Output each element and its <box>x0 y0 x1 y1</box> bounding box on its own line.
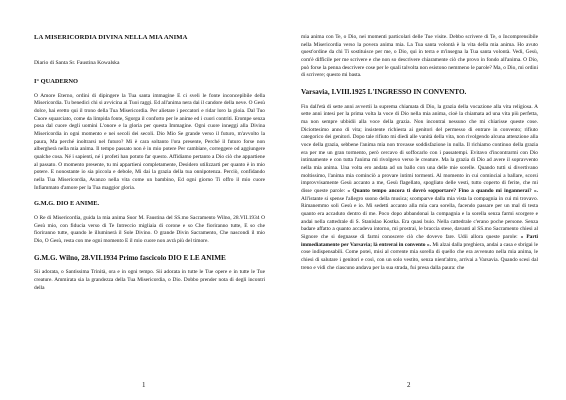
paragraph-continuation: mia anima con Te, o Dio, nei momenti particolari delle Tue visite. Debbo scrivere di Te, o Incomprensibile nella Misericordia verso la povera anima mia. La Tua santa volontà è la vita della mia anima. Ho avuto quest'ordine da chi Ti sostituisce per me, o Dio, qui in terra e m'insegna la Tua santa volontà. Vedi, Gesù, com'è difficile per me scrivere e che non so descrivere chiaramente ciò che provo in fondo all'anima. O Dio, può forse la penna descrivere cose per le quali talvolta non esistono nemmeno le parole? Ma, o Dio, mi ordini di scrivere; questo mi basta. <box>301 34 538 79</box>
section-heading-primo-fascicolo: G.M.G. Wilno, 28.VII.1934 Primo fascicolo DIO E LE ANIME <box>34 253 226 262</box>
document-subtitle: Diario di Santa Sr. Faustina Kowalska <box>34 59 120 66</box>
text-run: All'istante si spense l'allegro suono della musica; scomparve dalla mia vista la compagnia in cui mi trovavo. Rimanemmo soli Gesù e io. Mi sedetti accanto alla mia cara sorella, facendo passare per un mal di testa quanto era accaduto dentro di me. Poco dopo abbandonai la compagnia e la sorella senza farmi scorgere e andai nella cattedrale di S. Stanislao Kostka. Era quasi buio. Nella cattedrale c'erano poche persone. Senza badare affatto a quanto accadeva intorno, mi prostrai, le braccia stese, davanti al SS.mo Sacramento chiesi al Signore che si degnasse di farmi conoscere ciò che dovevo fare. Udii allora queste parole: <box>301 195 538 241</box>
paragraph-re-di-misericordia: O Re di Misericordia, guida la mia anima Suor M. Faustina del SS.mo Sacramento Wilno, 28.VII.1934 O Gesù mio, con fiducia verso di Te Intreccio migliaia di corone e so Che fioriranno tutte, E so che fioriranno tutte, quando le illuminerà il Sole Divino. O grande Divin Sacramento, Che nascondi il mio Dio, O Gesù, resta con me ogni momento E il mio cuore non avrà più del timore. <box>34 215 265 245</box>
text-run: Fin dall'età di sette anni avvertii la suprema chiamata di Dio, la grazia della vocazione alla vita religiosa. A sette anni intesi per la prima volta la voce di Dio nella mia anima, cioè la chiamata ad una vita più perfetta, ma non sempre ubbidii alla voce della grazia. Non incontrai nessuno che mi chiarisse queste cose. Diciottesimo anno di vita; insistente richiesta ai genitori del permesso di entrare in convento; rifiuto categorico dei genitori. Dopo tale rifiuto mi diedi alle vanità della vita, non rivolgendo alcuna attenzione alla voce della grazia, sebbene l'anima mia non trovasse soddisfazione in nulla. Il richiamo continuo della grazia era per me un gran tormento, però cercavo di soffocarlo con i passatempi. Evitavo d'incontrarmi con Dio intimamente e con tutta l'anima mi rivolgevo verso le creature. Ma la grazia di Dio ad avere il sopravvento nella mia anima. Una volta ero andata ad un ballo con una delle mie sorelle. Quando tutti si divertivano moltissimo, l'anima mia cominciò a provare intimi tormenti. Al momento in cui cominciai a ballare, scorsi improvvisamente Gesù accanto a me, Gesù flagellato, spogliato delle vesti, tutto coperto di ferite, che mi disse queste parole: <box>301 103 538 195</box>
document-title: LA MISERICORDIA DIVINA NELLA MIA ANIMA <box>34 34 188 41</box>
text-run: Mi alzai dalla preghiera, andai a casa e sbrigai le cose indispensabili. Come potei, misi al corrente mia sorella di quello che era avvenuto nella mia anima, le chiesi di salutare i genitori e così, con un solo vestito, senza nient'altro, arrivai a Varsavia. Quando scesi dal treno e vidi che ciascuno andava per la sua strada, fui presa dalla paura: che <box>301 241 538 271</box>
page-number-right: 2 <box>407 381 411 389</box>
quote-gesu-1: « Quanto tempo ancora ti dovrò sopportare? Fino a quando mi ingannerai? ». <box>347 188 538 195</box>
section-heading-varsavia: Varsavia, I.VIII.1925 L'INGRESSO IN CONVENTO. <box>301 88 467 97</box>
section-heading-dio-e-anime: G.M.G. DIO E ANIME. <box>34 200 100 208</box>
paragraph-intro-poem: O Amore Eterno, ordini di dipingere la Tua santa immagine E ci sveli le fonte inconcepibile della Misericordia. Tu benedici chi si avvicina ai Tuoi raggi. Ed all'anima nera dai il candore della neve. O Gesù dolce, hai eretto qui il trono della Tua Misericordia. Per alietare i peccatori e ridar loro la gioia. Dal Tuo Cuore squarciato, come da limpida fonte, Sgorga il conforto per le anime ed i cuori contriti. Erompe senza posa dal cuore degli uomini L'onore e la gloria per questa Immagine. Ogni cuore inneggi alla Divina Misericordia in ogni momento e nei secoli dei secoli. Dio Mio Se grande verso il futuro, m'avvolto la paura, Ma perché inoltrarsi nel futuro? Mi è cara soltanto l'ora presente, Perché il futuro forse non albergherà nella mia anima. Il tempo passato non è in mio potere Per cambiare, correggere od aggiungere qualche cosa. Né i sapienti, né i profeti han potuto far questo. Affidiamo pertanto a Dio ciò che appartiene al passato. O momento presente, tu mi appartieni completamente, Desidero utilizzarti per quanto è in mio potere. E nonostante io sia piccola e debole, Mi dai la grazia della tua onnipotenza. Perciò, confidando nella Tua Misericordia, Avanzo nella vita come un bambino, Ed ogni giorno Ti offro il mio cuore Infiammato d'amore per la Tua maggior gloria. <box>34 92 265 191</box>
right-page <box>283 0 566 400</box>
paragraph-vocazione <box>301 104 538 273</box>
section-heading-quaderno: I° QUADERNO <box>34 77 78 85</box>
quote-gesu-2: « Parti immediatamente per Varsavia; là entrerai in convento ». <box>301 234 539 248</box>
page-number-left: 1 <box>142 381 146 389</box>
paragraph-trinita: Sii adorata, o Santissima Trinità, ora e in ogni tempo. Sii adorata in tutte le Tue opere e in tutte le Tue creature. Ammirata sia la grandezza della Tua Misericordia, o Dio. Dobbo prender nota di degli incontri della <box>34 269 265 291</box>
